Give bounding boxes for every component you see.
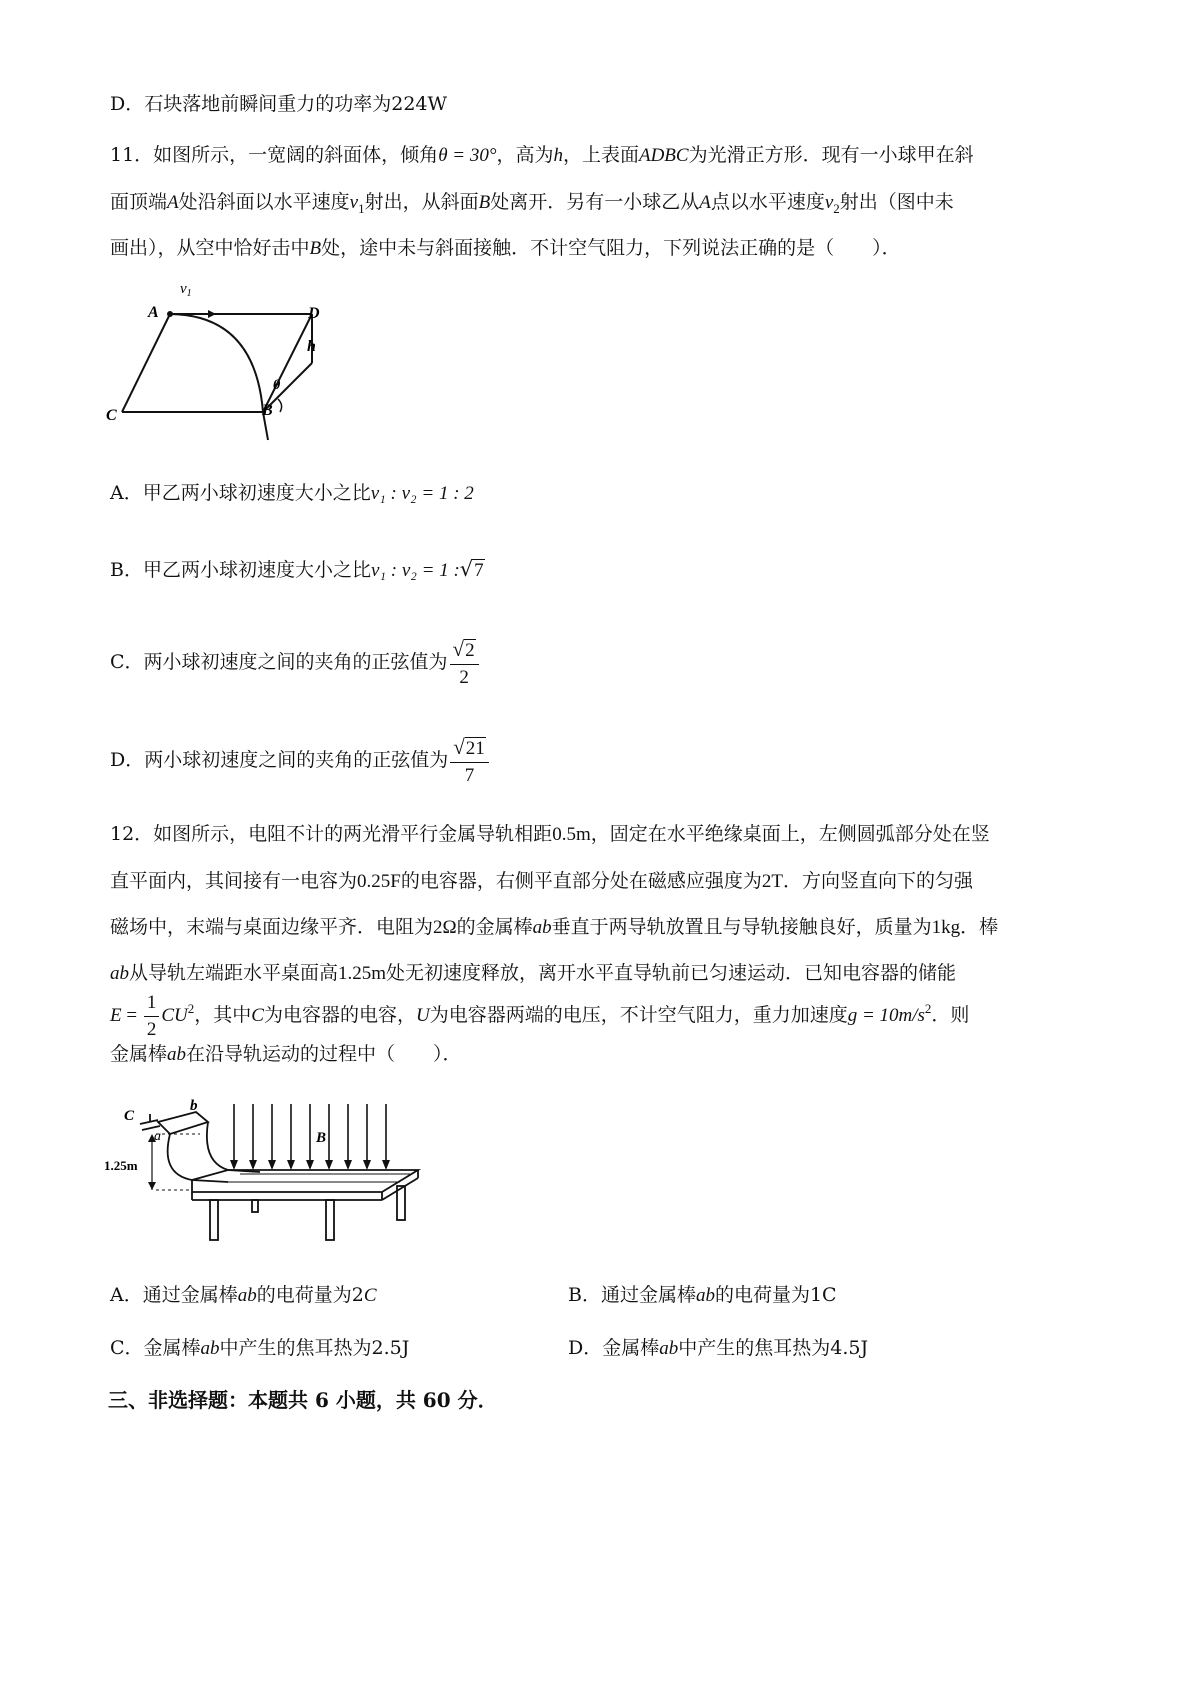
q11-line1: 11．如图所示，一宽阔的斜面体，倾角θ = 30°，高为h，上表面ADBC为光滑正方形．现有一小球甲在斜 <box>110 144 974 166</box>
q12-line4: ab从导轨左端距水平桌面高1.25m处无初速度释放，离开水平直导轨前已匀速运动．已知电容器的储能 <box>110 962 957 984</box>
q12-option-d: D．金属棒ab中产生的焦耳热为4.5J <box>568 1337 869 1359</box>
arrow-down-icon <box>249 1160 257 1170</box>
fig-label-theta: θ <box>273 378 281 393</box>
q12-option-c: C．金属棒ab中产生的焦耳热为2.5J <box>110 1337 410 1359</box>
arrow-down-icon <box>148 1182 156 1190</box>
q11-option-d: D．两小球初速度之间的夹角的正弦值为 $\frac{√21}{7}$ <box>110 733 491 793</box>
q11-option-b: B．甲乙两小球初速度大小之比v₁ : v₂ = 1 :√7 <box>110 557 484 581</box>
section-3-heading: 三、非选择题：本题共 6 小题，共 60 分． <box>108 1388 498 1412</box>
trajectory-curve <box>170 314 268 440</box>
fig-label-a: a <box>154 1129 161 1144</box>
fig-label-v1: $v_1$ <box>180 281 192 299</box>
fig-label-h: h <box>307 338 316 355</box>
edge-db <box>263 314 312 412</box>
metal-bar-ab <box>158 1112 208 1134</box>
edge-ac <box>122 314 170 412</box>
angle-arc <box>278 399 282 412</box>
fig-label-height: 1.25m <box>104 1158 138 1173</box>
arrow-down-icon <box>382 1160 390 1170</box>
magnetic-field-arrows <box>230 1104 390 1170</box>
ball-a <box>167 311 173 317</box>
table-leg-2 <box>326 1200 334 1240</box>
q12-option-a: A．通过金属棒ab的电荷量为2C <box>110 1284 377 1306</box>
prev-option-d: D．石块落地前瞬间重力的功率为224W <box>110 93 448 115</box>
fig-label-c: C <box>124 1108 135 1124</box>
arrow-down-icon <box>344 1160 352 1170</box>
curved-rail-front <box>168 1134 228 1182</box>
fig-label-a: A <box>148 304 159 321</box>
incline-figure <box>100 275 360 455</box>
fig-label-b-field: B <box>316 1130 327 1146</box>
arrow-icon <box>208 310 216 318</box>
table-leg-1 <box>210 1200 218 1240</box>
table-leg-4 <box>252 1200 258 1212</box>
q11-line3: 画出），从空中恰好击中B处，途中未与斜面接触．不计空气阻力，下列说法正确的是（ ）． <box>110 237 901 259</box>
q12-line2: 直平面内，其间接有一电容为0.25F的电容器，右侧平直部分处在磁感应强度为2T．方向竖直向下的匀强 <box>110 870 973 892</box>
fig-label-b: b <box>190 1098 198 1114</box>
arrow-down-icon <box>268 1160 276 1170</box>
arrow-down-icon <box>230 1160 238 1170</box>
q11-line2: 面顶端A处沿斜面以水平速度$v_1$射出，从斜面B处离开．另有一小球乙从A点以水平速度$v_2$射出（图中未 <box>110 191 954 216</box>
arrow-down-icon <box>287 1160 295 1170</box>
q12-option-b: B．通过金属棒ab的电荷量为1C <box>568 1284 837 1306</box>
fig-label-c: C <box>106 407 117 424</box>
fig-label-d: D <box>308 305 320 322</box>
fig-label-b: B <box>262 402 273 419</box>
q12-line3: 磁场中，末端与桌面边缘平齐．电阻为2Ω的金属棒ab垂直于两导轨放置且与导轨接触良好，质量为1kg．棒 <box>110 916 999 938</box>
arrow-down-icon <box>325 1160 333 1170</box>
q11-option-a: A．甲乙两小球初速度大小之比v₁ : v₂ = 1 : 2 <box>110 482 474 504</box>
q12-line6: 金属棒ab在沿导轨运动的过程中（ ）． <box>110 1043 462 1065</box>
q12-line5: E = $\frac{1}{2}$ $CU^2$，其中C为电容器的电容，U为电容器两端的电压，不计空气阻力，重力加速度$g = 10m/s^2$．则 <box>110 991 970 1040</box>
capacitor-plate-1 <box>140 1120 158 1124</box>
q12-line1: 12．如图所示，电阻不计的两光滑平行金属导轨相距0.5m，固定在水平绝缘桌面上，左侧圆弧部分处在竖 <box>110 823 990 845</box>
q11-option-c: C．两小球初速度之间的夹角的正弦值为 $\frac{√2}{2}$ <box>110 635 481 695</box>
arrow-down-icon <box>306 1160 314 1170</box>
arrow-down-icon <box>363 1160 371 1170</box>
rail-figure <box>100 1098 440 1258</box>
